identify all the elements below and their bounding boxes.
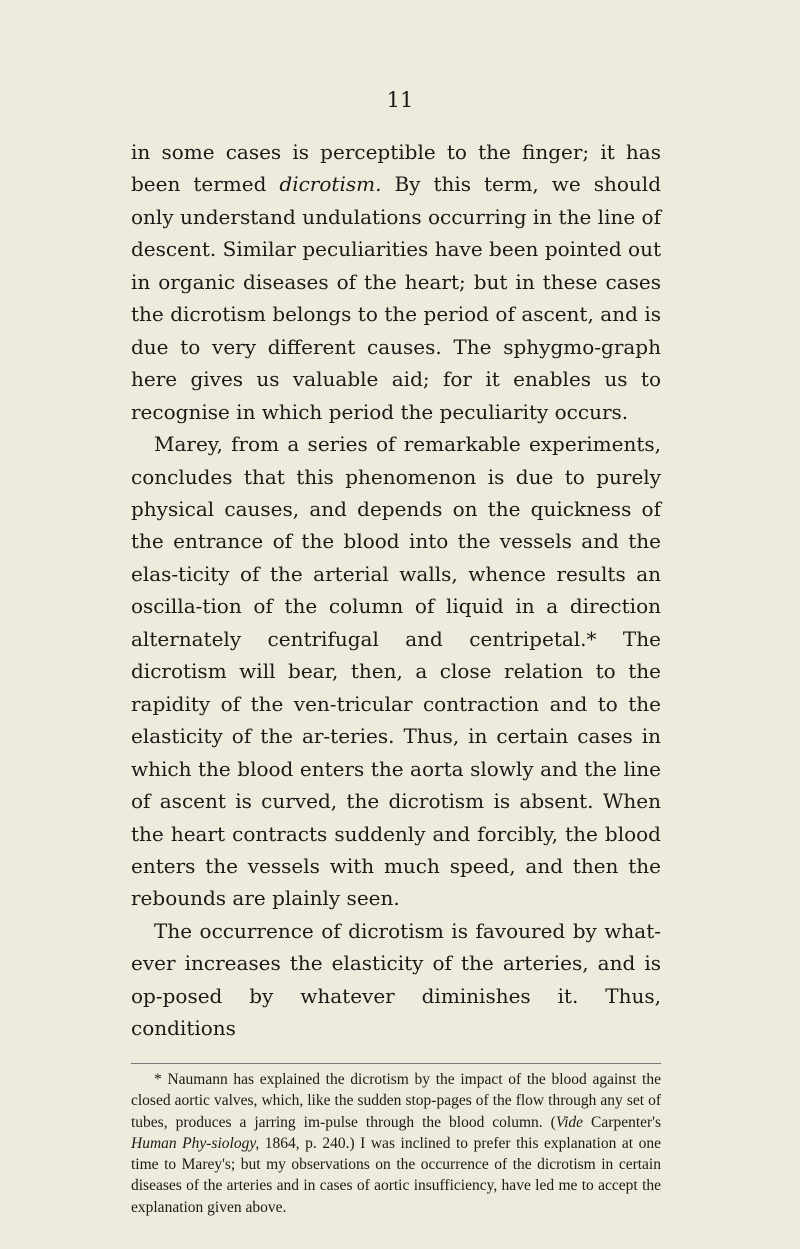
footnote-divider bbox=[131, 1063, 661, 1064]
text-run: Carpenter's bbox=[583, 1113, 661, 1131]
text-run: The occurrence of dicrotism is favoured by what-ever increases the elasticity of the arteries, and is op-posed by whatever diminishes it. Thus, conditions bbox=[131, 918, 661, 1041]
text-run: Marey, from a series of remarkable experiments, concludes that this phenomenon is due to purely physical causes, and depends on the quickness of the entrance of the blood into the vessels and the elas-ticity of the arterial walls, whence results an oscilla-tion of the column of liquid in a direction alternately centrifugal and centripetal.* The dicrotism will bear, then, a close relation to the rapidity of the ven-tricular contraction and to the elasticity of the ar-teries. Thus, in certain cases in which the blood enters the aorta slowly and the line of ascent is curved, the dicrotism is absent. When the heart contracts suddenly and forcibly, the blood enters the vessels with much speed, and then the rebounds are plainly seen. bbox=[131, 432, 661, 911]
body-text bbox=[131, 136, 661, 1045]
text-run: * Naumann has explained the dicrotism by the impact of the blood against the closed aortic valves, which, like the sudden stop-pages of the flow through any set of tubes, produces a jarring im-pulse through the blood column. ( bbox=[131, 1071, 661, 1131]
paragraph-marey bbox=[131, 428, 661, 915]
italic-text: Human Phy-siology, bbox=[131, 1134, 260, 1152]
text-run: By this term, we should only understand undulations occurring in the line of descent. Similar peculiarities have been pointed out in organic diseases of the heart; but in these cases the dicrotism belongs to the period of ascent, and is due to very different causes. The sphygmo-graph here gives us valuable aid; for it enables us to recognise in which period the peculiarity occurs. bbox=[131, 172, 662, 424]
paragraph-continued bbox=[131, 136, 661, 428]
footnote bbox=[131, 1069, 661, 1218]
italic-text: Vide bbox=[555, 1113, 584, 1131]
text-run: 1864, p. 240.) I was inclined to prefer this explanation at one time to Marey's; but my observations on the occurrence of the dicrotism in certain diseases of the arteries and in cases of aortic insufficiency, have led me to accept the explanation given above. bbox=[131, 1134, 661, 1216]
page-number: 11 bbox=[386, 88, 414, 112]
italic-text: dicrotism. bbox=[279, 172, 382, 197]
text-run: in some cases is perceptible to the finger; it has been termed bbox=[131, 140, 661, 197]
paragraph-occurrence bbox=[131, 915, 661, 1045]
